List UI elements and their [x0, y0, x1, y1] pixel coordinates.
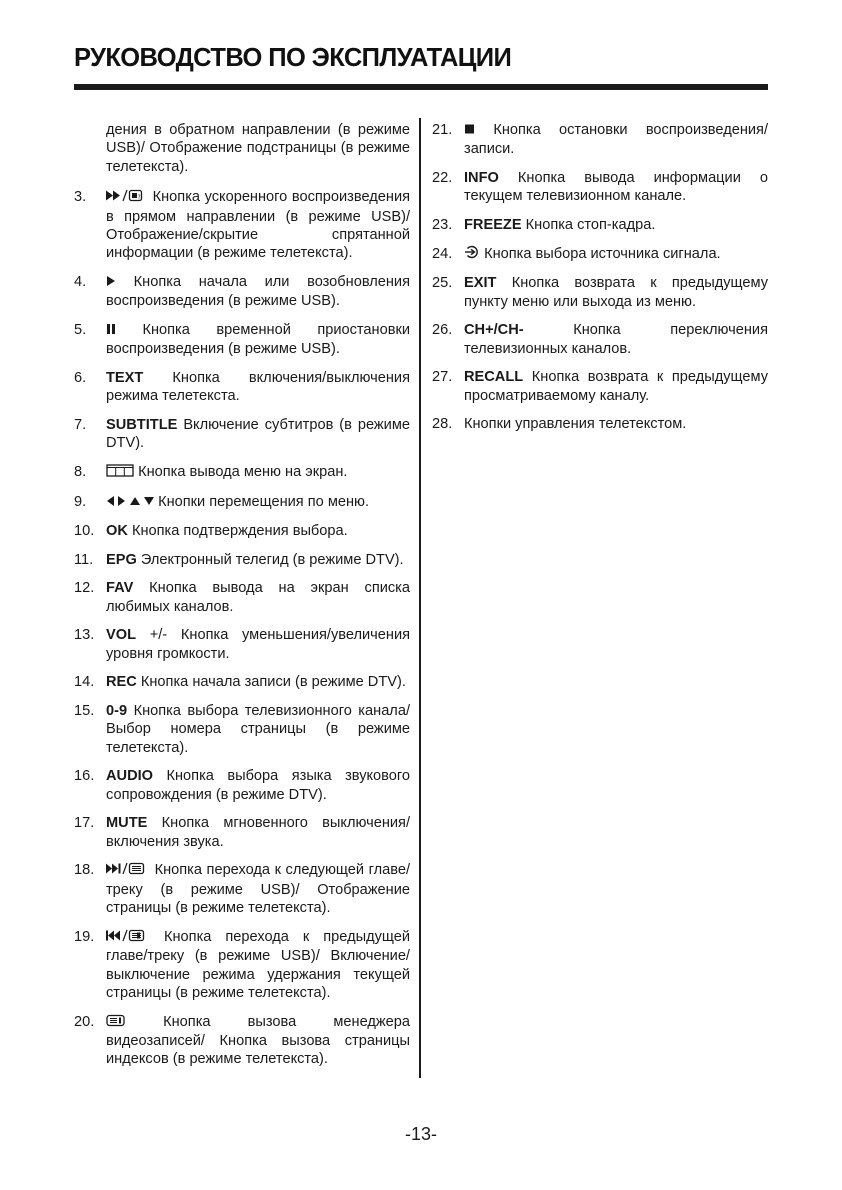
item-text: Кнопка возврата к предыдущему просматриваемому каналу.: [464, 369, 768, 404]
item-number: 12.: [74, 580, 95, 597]
menu-icon: [106, 464, 134, 482]
item-number: 19.: [74, 928, 95, 945]
item-text: Кнопки перемещения по меню.: [158, 493, 370, 510]
item-text: Кнопка перехода к предыдущей главе/треку (в режиме USB)/ Включение/ выключение режима удержания текущей страницы (в режиме телетекста).: [106, 928, 410, 1002]
svg-text:?: ?: [137, 194, 141, 202]
button-label: SUBTITLE: [106, 417, 178, 434]
video-manager-icon: [106, 1014, 126, 1032]
item-number: 4.: [74, 274, 87, 291]
item-text: Кнопка возврата к предыдущему пункту меню или выхода из меню.: [464, 275, 768, 310]
button-label: 0-9: [106, 703, 128, 719]
item-text: Кнопка выбора языка звукового сопровождения (в режиме DTV).: [106, 768, 410, 803]
list-item-6: [74, 369, 410, 406]
item-text: Кнопка вывода меню на экран.: [138, 464, 348, 481]
button-label: TEXT: [106, 370, 144, 387]
list-item-20: [74, 1013, 410, 1069]
source-input-icon: [464, 245, 480, 264]
item-text: Кнопка вывода информации о текущем телевизионном канале.: [464, 170, 768, 205]
button-label: RECALL: [464, 369, 524, 386]
item-number: 8.: [74, 464, 87, 481]
item-text: Электронный телегид (в режиме DTV).: [140, 551, 404, 568]
list-item-25: [432, 274, 768, 311]
button-label: FAV: [106, 580, 134, 597]
list-item-17: [74, 814, 410, 851]
list-item-4: [74, 273, 410, 311]
button-label: MUTE: [106, 815, 148, 832]
item-text: Кнопка остановки воспроизведения/ записи.: [464, 122, 768, 158]
item-number: 26.: [432, 322, 453, 339]
list-item-15: [74, 702, 410, 757]
prev-chapter-icon: [106, 929, 150, 947]
column-divider: [419, 118, 421, 1078]
list-item-continuation: [74, 121, 410, 176]
item-number: 15.: [74, 703, 95, 719]
page-title: РУКОВОДСТВО ПО ЭКСПЛУАТАЦИИ: [74, 44, 512, 72]
item-text: Кнопка мгновенного выключения/ включения звука.: [106, 815, 410, 850]
item-text: Кнопка начала или возобновления воспроизведения (в режиме USB).: [106, 274, 410, 310]
item-number: 9.: [74, 493, 87, 510]
list-item-9: [74, 493, 410, 512]
item-text: Кнопка вывода на экран списка любимых каналов.: [106, 580, 410, 615]
item-number: 24.: [432, 245, 453, 262]
item-number: 22.: [432, 170, 453, 186]
list-item-3: [74, 188, 410, 263]
list-item-12: [74, 579, 410, 616]
item-number: 16.: [74, 768, 95, 785]
stop-icon: [464, 122, 475, 140]
list-item-16: [74, 767, 410, 804]
item-number: 18.: [74, 862, 95, 879]
item-text: Кнопка ускоренного воспроизведения в прямом направлении (в режиме USB)/ Отображение/скрытие спрятанной информации (в режиме телетекста).: [106, 189, 410, 262]
play-icon: [106, 274, 116, 292]
fast-forward-subpage-icon: [106, 189, 148, 207]
item-text: Кнопка выбора источника сигнала.: [484, 245, 721, 262]
item-text: Кнопка перехода к следующей главе/треку (в режиме USB)/ Отображение страницы (в режиме телетекста).: [106, 862, 410, 917]
button-label: CH+/CH-: [464, 322, 524, 339]
item-number: 14.: [74, 674, 95, 691]
page-number: -13-: [404, 1124, 437, 1144]
button-label: EXIT: [464, 275, 497, 292]
list-item-26: [432, 321, 768, 358]
arrows-icon: [106, 494, 154, 512]
list-item-27: [432, 368, 768, 405]
list-item-13: [74, 626, 410, 663]
item-text: Включение субтитров (в режиме DTV).: [106, 417, 410, 452]
list-item-22: [432, 169, 768, 206]
item-text: Кнопка временной приостановки воспроизведения (в режиме USB).: [106, 322, 410, 358]
item-number: 5.: [74, 322, 87, 339]
next-chapter-icon: [106, 862, 150, 880]
item-text: Кнопки управления телетекстом.: [464, 416, 687, 433]
item-text: дения в обратном направлении (в режиме USB)/ Отображение подстраницы (в режиме телетекста).: [106, 122, 410, 175]
title-rule: [74, 84, 768, 90]
item-number: 6.: [74, 370, 87, 387]
button-label: FREEZE: [464, 217, 522, 233]
list-item-28: [432, 415, 768, 433]
item-number: 27.: [432, 369, 453, 386]
item-text: Кнопка подтверждения выбора.: [131, 523, 348, 540]
button-label: INFO: [464, 170, 499, 186]
item-text: Кнопка стоп-кадра.: [525, 217, 656, 233]
list-item-21: [432, 121, 768, 159]
pause-icon: [106, 322, 116, 340]
right-column: [432, 121, 768, 444]
item-text: +/- Кнопка уменьшения/увеличения уровня громкости.: [106, 627, 410, 662]
item-text: Кнопка выбора телевизионного канала/ Выбор номера страницы (в режиме телетекста).: [106, 703, 410, 756]
item-number: 17.: [74, 815, 95, 832]
button-label: REC: [106, 674, 137, 691]
item-number: 3.: [74, 189, 87, 206]
item-number: 7.: [74, 417, 87, 434]
item-number: 28.: [432, 416, 453, 433]
item-text: Кнопка начала записи (в режиме DTV).: [140, 674, 406, 691]
item-number: 11.: [74, 551, 94, 568]
item-text: Кнопка переключения телевизионных каналов.: [464, 322, 768, 357]
list-item-5: [74, 321, 410, 359]
list-item-10: [74, 522, 410, 540]
button-label: AUDIO: [106, 768, 154, 785]
item-number: 23.: [432, 217, 453, 233]
item-number: 10.: [74, 523, 95, 540]
button-label: OK: [106, 523, 128, 540]
left-column: [74, 121, 410, 1079]
button-label: EPG: [106, 551, 137, 568]
list-item-7: [74, 416, 410, 453]
list-item-11: [74, 551, 410, 569]
list-item-24: [432, 245, 768, 264]
list-item-8: [74, 463, 410, 482]
item-text: Кнопка вызова менеджера видеозаписей/ Кнопка вызова страницы индексов (в режиме телетекста).: [106, 1013, 410, 1068]
item-text: Кнопка включения/выключения режима телетекста.: [106, 370, 410, 405]
item-number: 21.: [432, 122, 453, 138]
list-item-14: [74, 673, 410, 691]
list-item-23: [432, 216, 768, 234]
item-number: 20.: [74, 1013, 95, 1030]
item-number: 13.: [74, 627, 95, 644]
button-label: VOL: [106, 627, 136, 644]
list-item-18: [74, 861, 410, 917]
list-item-19: [74, 928, 410, 1003]
item-number: 25.: [432, 275, 453, 292]
